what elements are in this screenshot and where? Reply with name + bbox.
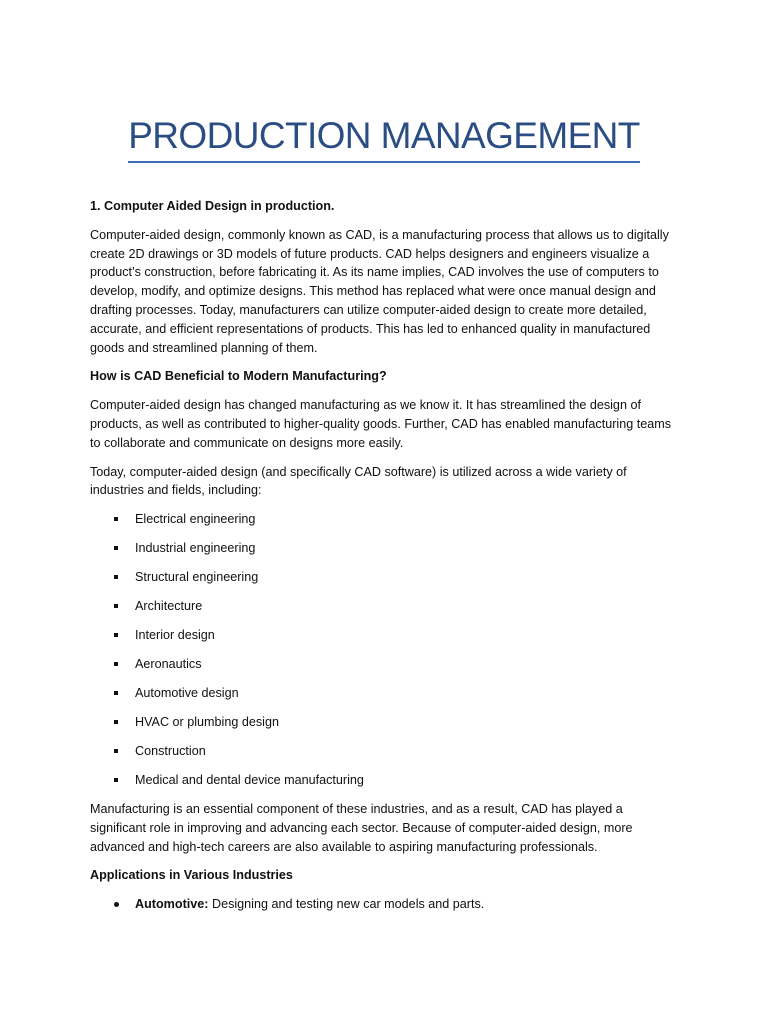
list-item: Automotive design <box>90 684 678 703</box>
list-item: Interior design <box>90 626 678 645</box>
impact-paragraph: Manufacturing is an essential component of these industries, and as a result, CAD has played a significant role in improving and advancing each sector. Because of computer-aided design, more advanced and high-tech careers are also available to aspiring manufacturing professionals. <box>90 802 633 854</box>
list-item: Medical and dental device manufacturing <box>90 771 678 790</box>
section-heading-applications: Applications in Various Industries <box>90 868 293 883</box>
list-item: Construction <box>90 742 678 761</box>
list-item: HVAC or plumbing design <box>90 713 678 732</box>
industries-list <box>90 510 678 790</box>
title-container <box>0 113 768 163</box>
list-item: Electrical engineering <box>90 510 678 529</box>
application-term: Automotive: <box>135 897 209 912</box>
list-item: Industrial engineering <box>90 539 678 558</box>
list-item: Aeronautics <box>90 655 678 674</box>
list-item: Architecture <box>90 597 678 616</box>
document-body <box>90 197 678 914</box>
benefits-paragraph: Computer-aided design has changed manufacturing as we know it. It has streamlined the design of products, as well as contributed to higher-quality goods. Further, CAD has enabled manufacturing teams to collaborate and communicate on designs more easily. <box>90 398 672 450</box>
section-heading-cad: 1. Computer Aided Design in production. <box>90 199 335 213</box>
section-heading-benefits: How is CAD Beneficial to Modern Manufacturing? <box>90 369 387 384</box>
list-item <box>90 895 678 914</box>
document-title: PRODUCTION MANAGEMENT <box>128 113 640 163</box>
applications-list <box>90 895 678 914</box>
cad-intro-paragraph: Computer-aided design, commonly known as CAD, is a manufacturing process that allows us to digitally create 2D drawings or 3D models of future products. CAD helps designers and engineers visualize a product’s construction, before fabricating it. As its name implies, CAD involves the use of computers to develop, modify, and optimize designs. This method has replaced what were once manual design and drafting processes. Today, manufacturers can utilize computer-aided design to create more detailed, accurate, and efficient representations of products. This has led to enhanced quality in manufactured goods and streamlined planning of them. <box>90 227 669 355</box>
list-item: Structural engineering <box>90 568 678 587</box>
industries-intro-paragraph: Today, computer-aided design (and specifically CAD software) is utilized across a wide variety of industries and fields, including: <box>90 464 627 498</box>
application-description: Designing and testing new car models and parts. <box>208 897 485 912</box>
